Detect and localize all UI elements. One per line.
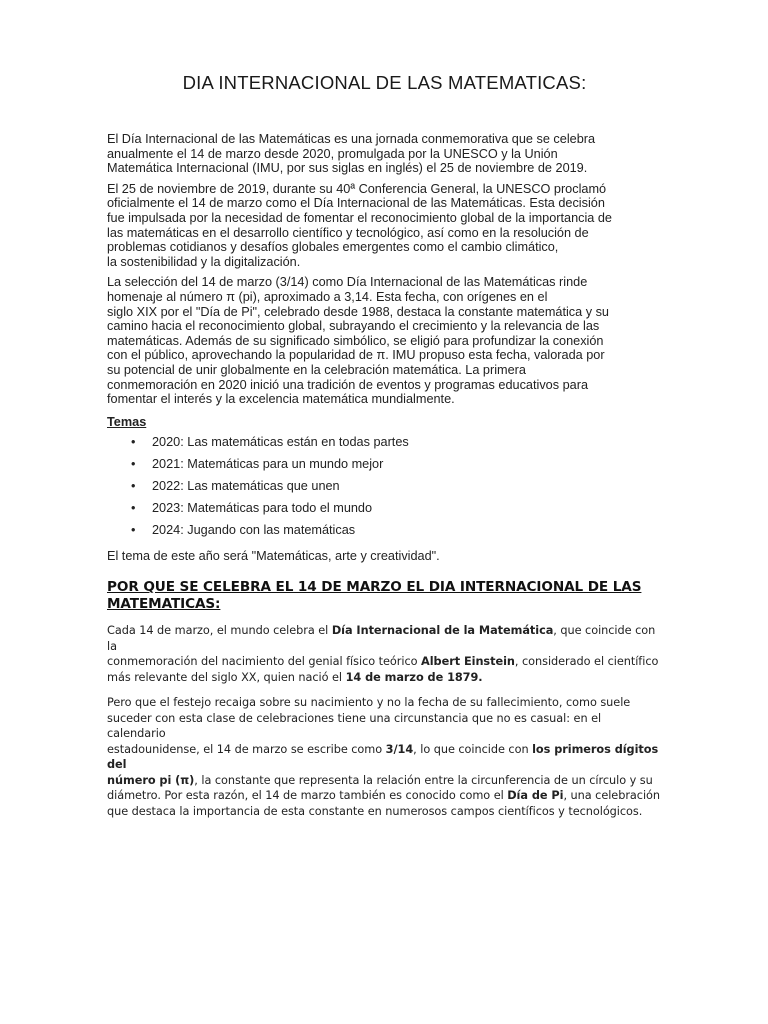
heading-line: POR QUE SE CELEBRA EL 14 DE MARZO EL DIA INTERNACIONAL DE LAS [107,579,642,596]
text-line: matemáticas. Además de su significado simbólico, se eligió para profundizar la conexión [107,333,604,348]
list-item-text: 2023: Matemáticas para todo el mundo [152,500,373,515]
list-item [107,501,662,523]
bold-text: 14 de marzo de 1879. [345,670,483,684]
list-item [107,435,662,457]
intro-paragraphs [107,132,662,407]
text-run: conmemoración del nacimiento del genial físico teórico [107,655,422,669]
text-line: fue impulsada por la necesidad de fomentar el reconocimiento global de la importancia de [107,210,612,225]
text-line: problemas cotidianos y desafíos globales emergentes como el cambio climático, [107,240,559,255]
text-line: siglo XIX por el "Día de Pi", celebrado desde 1988, destaca la constante matemática y su [107,304,609,319]
list-item [107,457,662,479]
text-line: su potencial de unir globalmente en la celebración matemática. La primera [107,362,526,377]
temas-heading: Temas [107,414,147,429]
bullet-icon: • [131,434,136,449]
paragraph [107,695,662,819]
text-line: la sostenibilidad y la digitalización. [107,254,301,269]
document-title: DIA INTERNACIONAL DE LAS MATEMATICAS: [182,72,587,93]
text-line: con el público, aprovechando la popularidad de π. IMU propuso esta fecha, valorada por [107,348,605,363]
bullet-icon: • [131,500,136,515]
bold-text: Día Internacional de la Matemática [331,624,554,638]
text-run: Cada 14 de marzo, el mundo celebra el [107,624,332,638]
bold-text: los primeros dígitos del [107,742,659,772]
bullet-icon: • [131,456,136,471]
text-line: homenaje al número π (pi), aproximado a 3,14. Esta fecha, con orígenes en el [107,289,548,304]
text-run: diámetro. Por esta razón, el 14 de marzo también es conocido como el [107,789,508,803]
text-run: , la constante que representa la relación entre la circunferencia de un círculo y su [194,773,653,787]
list-item-text: 2024: Jugando con las matemáticas [152,522,356,537]
text-line: conmemoración en 2020 inició una tradición de eventos y programas educativos para [107,377,588,392]
text-run: más relevante del siglo XX, quien nació el [107,670,346,684]
text-run: suceder con esta clase de celebraciones tiene una circunstancia que no es casual: en el calendario [107,711,602,741]
paragraph [107,132,662,176]
list-item [107,523,662,545]
temas-list [107,435,662,545]
bold-text: Albert Einstein [421,655,515,669]
text-line: las matemáticas en el desarrollo científico y tecnológico, así como en la resolución de [107,225,589,240]
text-run: estadounidense, el 14 de marzo se escribe como [107,742,386,756]
text-run: , considerado el científico [514,655,659,669]
paragraph [107,275,662,406]
text-line: anualmente el 14 de marzo desde 2020, promulgada por la UNESCO y la Unión [107,146,558,161]
bold-text: número pi (π) [107,773,195,787]
section2-heading [107,579,662,613]
text-line: oficialmente el 14 de marzo como el Día Internacional de las Matemáticas. Esta decisión [107,196,605,211]
tema-actual-text: El tema de este año será "Matemáticas, arte y creatividad". [107,548,440,563]
text-run: que destaca la importancia de esta constante en numerosos campos científicos y tecnológicos. [107,804,643,818]
paragraph [107,182,662,270]
bold-text: 3/14 [385,742,414,756]
section2-paragraphs [107,623,662,819]
bullet-icon: • [131,522,136,537]
text-line: fomentar el interés y la excelencia matemática mundialmente. [107,392,455,407]
text-run: , que coincide con la [107,624,656,653]
text-run: , lo que coincide con [413,742,533,756]
text-line: camino hacia el reconocimiento global, subrayando el crecimiento y la relevancia de las [107,319,600,334]
list-item-text: 2022: Las matemáticas que unen [152,478,340,493]
list-item-text: 2020: Las matemáticas están en todas partes [152,434,409,449]
text-run: Pero que el festejo recaiga sobre su nacimiento y no la fecha de su fallecimiento, como suele [107,696,631,710]
heading-line: MATEMATICAS: [107,596,221,613]
text-line: El 25 de noviembre de 2019, durante su 40ª Conferencia General, la UNESCO proclamó [107,181,607,196]
list-item [107,479,662,501]
text-line: Matemática Internacional (IMU, por sus siglas en inglés) el 25 de noviembre de 2019. [107,161,588,176]
text-run: , una celebración [563,789,661,803]
paragraph [107,623,662,685]
list-item-text: 2021: Matemáticas para un mundo mejor [152,456,384,471]
text-line: El Día Internacional de las Matemáticas es una jornada conmemorativa que se celebra [107,132,596,146]
bold-text: Día de Pi [507,789,564,803]
text-line: La selección del 14 de marzo (3/14) como Día Internacional de las Matemáticas rinde [107,275,588,290]
bullet-icon: • [131,478,136,493]
